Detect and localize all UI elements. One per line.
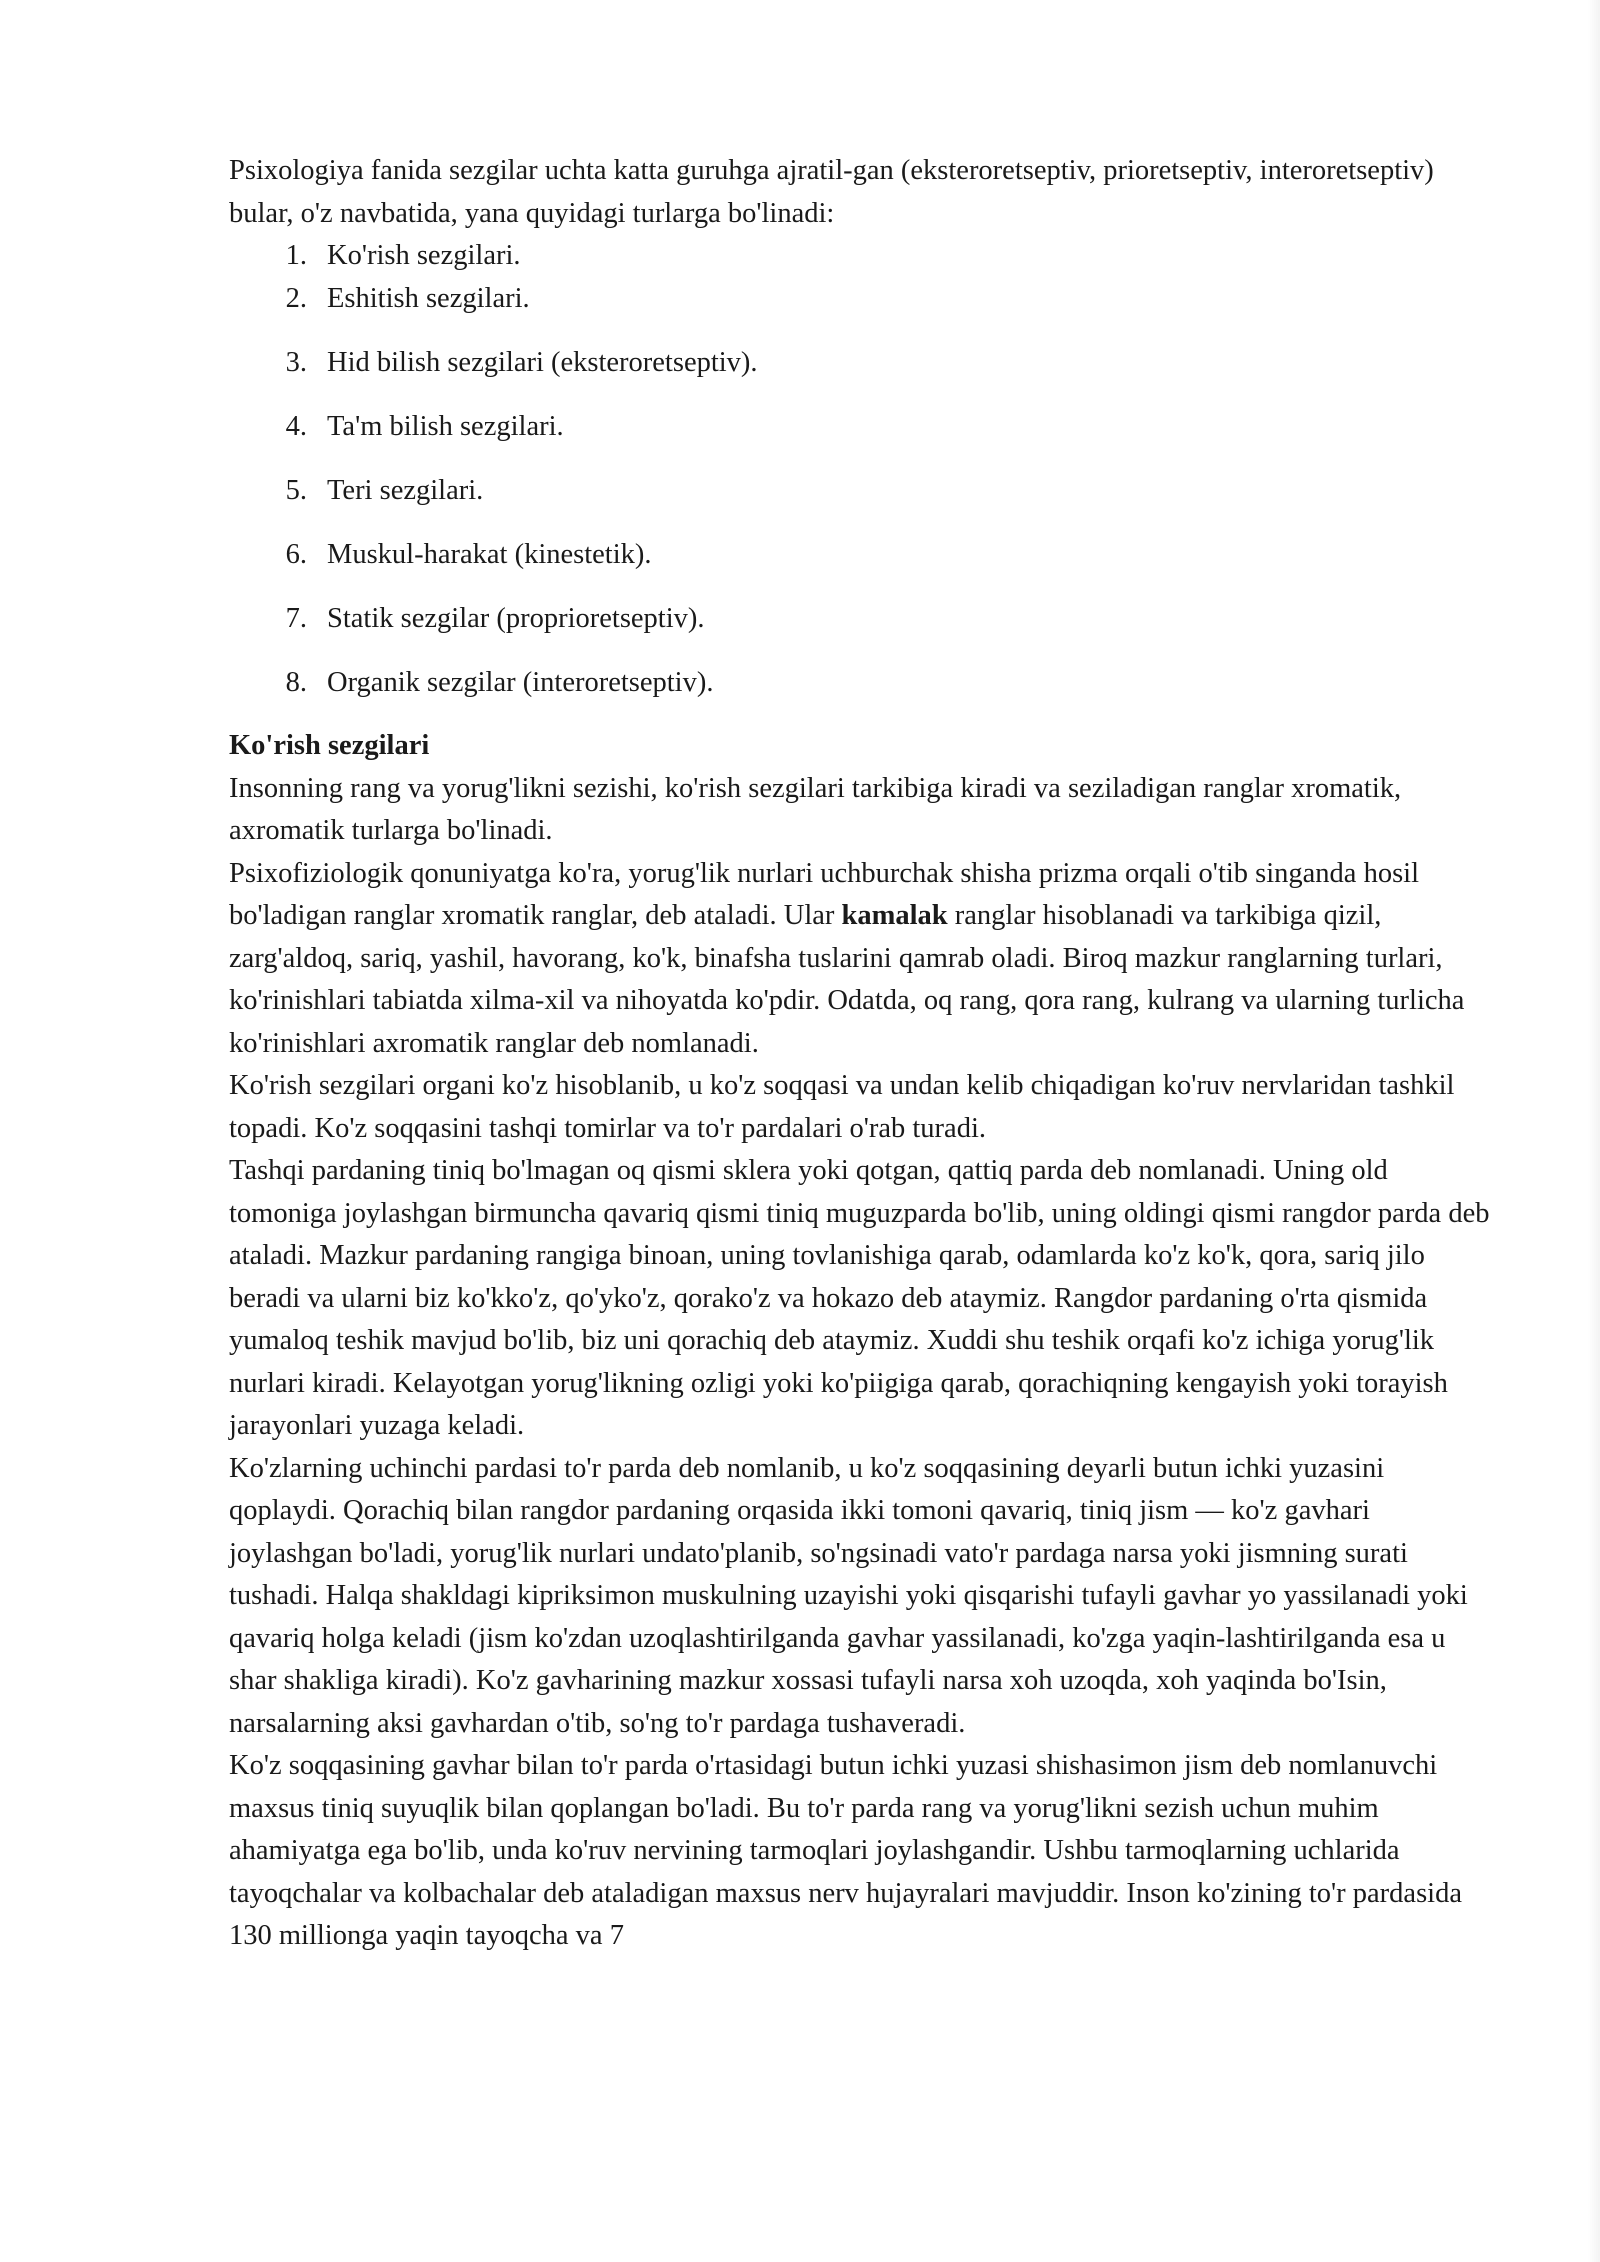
list-item-number: 7.: [285, 602, 307, 634]
list-item: [229, 235, 1491, 278]
list-item-number: 5.: [285, 474, 307, 506]
list-item-number: 4.: [285, 410, 307, 442]
bold-term: kamalak: [841, 900, 948, 931]
body-paragraph: Ko'zlarning uchinchi pardasi to'r parda deb nomlanib, u ko'z soqqasining deyarli butun ichki yuzasini qoplaydi. Qorachiq bilan rangdor pardaning orqasida ikki tomoni qavariq, tiniq jism — ko'z gavhari joylashgan bo'ladi, yorug'lik nurlari undato'planib, so'ngsinadi vato'r pardaga narsa yoki jismning surati tushadi. Halqa shakldagi kipriksimon muskulning uzayishi yoki qisqarishi tufayli gavhar yo yassilanadi yoki qavariq holga keladi (jism ko'zdan uzoqlashtirilganda gavhar yassilanadi, ko'zga yaqin-lashtirilganda esa u shar shakliga kiradi). Ko'z gavharining mazkur xossasi tufayli narsa xoh uzoqda, xoh yaqinda bo'Isin, narsalarning aksi gavhardan o'tib, so'ng to'r pardaga tushaveradi.: [229, 1452, 1468, 1739]
list-item-text: Ko'rish sezgilari.: [327, 240, 521, 271]
paragraph-text: ranglar hisoblanadi va tarkibiga qizil, zarg'aldoq, sariq, yashil, havorang, ko'k, binafsha tuslarini qamrab oladi. Biroq mazkur ranglarning turlari, ko'rinishlari tabiatda xilma-xil va nihoyatda ko'pdir. Odatda, oq rang, qora rang, kulrang va ularning turlicha ko'rinishlari axromatik ranglar deb nomlanadi.: [229, 900, 1465, 1059]
list-item-text: Ta'm bilish sezgilari.: [327, 410, 564, 442]
document-page: [229, 150, 1491, 1958]
list-item-text: Statik sezgilar (proprioretseptiv).: [327, 602, 705, 634]
body-paragraph: Tashqi pardaning tiniq bo'lmagan oq qismi sklera yoki qotgan, qattiq parda deb nomlanadi. Uning old tomoniga joylashgan birmuncha qavariq qismi tiniq muguzparda bo'lib, uning oldingi qismi rangdor parda deb ataladi. Mazkur pardaning rangiga binoan, uning tovlanishiga qarab, odamlarda ko'z ko'k, qora, sariq jilo beradi va ularni biz ko'kko'z, qo'yko'z, qorako'z va hokazo deb ataymiz. Rangdor pardaning o'rta qismida yumaloq teshik mavjud bo'lib, biz uni qorachiq deb ataymiz. Xuddi shu teshik orqafi ko'z ichiga yorug'lik nurlari kiradi. Kelayotgan yorug'likning ozligi yoki ko'piigiga qarab, qorachiqning kengayish yoki torayish jarayonlari yuzaga keladi.: [229, 1155, 1490, 1441]
list-item-number: 1.: [285, 240, 307, 271]
paragraph-text: Psixofiziologik qonuniyatga ko'ra, yorug'lik nurlari uchburchak shisha prizma orqali o'tib singanda hosil bo'ladigan ranglar xromatik ranglar, deb ataladi. Ular: [229, 857, 1420, 931]
list-item-number: 8.: [285, 666, 307, 698]
page-edge-shadow: [1588, 0, 1600, 2262]
list-item-text: Hid bilish sezgilari (eksteroretseptiv).: [327, 346, 758, 378]
sensation-types-list: [229, 235, 1491, 704]
body-paragraph: Insonning rang va yorug'likni sezishi, ko'rish sezgilari tarkibiga kiradi va seziladigan ranglar xromatik, axromatik turlarga bo'linadi.: [229, 772, 1402, 846]
body-paragraph: Ko'rish sezgilari organi ko'z hisoblanib, u ko'z soqqasi va undan kelib chiqadigan ko'ruv nervlaridan tashkil topadi. Ko'z soqqasini tashqi tomirlar va to'r pardalari o'rab turadi.: [229, 1070, 1455, 1144]
body-paragraph: Ko'z soqqasining gavhar bilan to'r parda o'rtasidagi butun ichki yuzasi shishasimon jism deb nomlanuvchi maxsus tiniq suyuqlik bilan qoplangan bo'ladi. Bu to'r parda rang va yorug'likni sezish uchun muhim ahamiyatga ega bo'lib, unda ko'ruv nervining tarmoqlari joylashgandir. Ushbu tarmoqlarning uchlarida tayoqchalar va kolbachalar deb ataladigan maxsus nerv hujayralari mavjuddir. Inson ko'zining to'r pardasida 130 millionga yaqin tayoqcha va 7: [229, 1750, 1462, 1951]
list-item-number: 3.: [285, 346, 307, 378]
body-paragraph: [229, 853, 1491, 1066]
list-item: [229, 342, 1491, 385]
list-item-text: Organik sezgilar (interoretseptiv).: [327, 666, 714, 698]
list-item-number: 6.: [285, 538, 307, 570]
list-item: [229, 598, 1491, 641]
list-item: [229, 406, 1491, 449]
list-item: [229, 662, 1491, 705]
list-item: [229, 470, 1491, 513]
section-heading: Ko'rish sezgilari: [229, 730, 430, 761]
list-item-number: 2.: [285, 282, 307, 314]
list-item-text: Eshitish sezgilari.: [327, 282, 530, 314]
intro-paragraph: Psixologiya fanida sezgilar uchta katta guruhga ajratil-gan (eksteroretseptiv, prioretseptiv, interoretseptiv) bular, o'z navbatida, yana quyidagi turlarga bo'linadi:: [229, 155, 1434, 229]
list-item-text: Muskul-harakat (kinestetik).: [327, 538, 652, 570]
list-item: [229, 278, 1491, 321]
list-item: [229, 534, 1491, 577]
list-item-text: Teri sezgilari.: [327, 474, 484, 506]
